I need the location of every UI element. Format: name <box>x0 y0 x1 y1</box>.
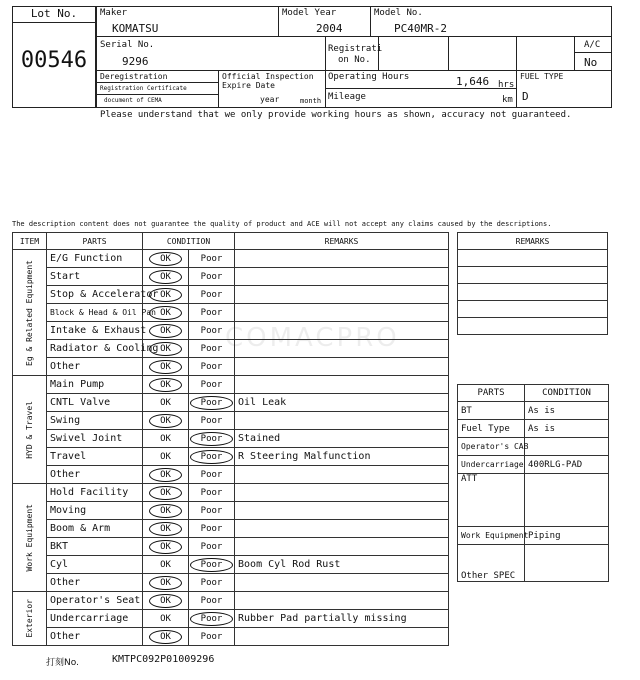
poor-mark: Poor <box>200 308 223 318</box>
registration-label-2: on No. <box>338 55 371 65</box>
item-group-cell <box>13 250 47 376</box>
ok-cell <box>143 340 189 358</box>
spec-row <box>458 474 609 527</box>
spec-part: BT <box>458 402 525 420</box>
dereg-sub1: Registration Certificate <box>100 85 187 92</box>
poor-cell <box>189 610 235 628</box>
side-remarks-row <box>458 284 608 301</box>
side-remarks-table <box>457 232 608 335</box>
ok-mark: OK <box>149 360 182 374</box>
table-row <box>13 394 449 412</box>
remark-cell <box>235 250 449 268</box>
model-year-label: Model Year <box>282 8 337 18</box>
poor-mark: Poor <box>200 578 223 588</box>
table-row <box>13 556 449 574</box>
part-name: Undercarriage <box>47 610 143 628</box>
remark-cell <box>235 484 449 502</box>
part-name: Other <box>47 466 143 484</box>
watermark: COMACPRO <box>225 323 400 353</box>
part-name: Hold Facility <box>47 484 143 502</box>
item-group-label: Exterior <box>25 599 34 638</box>
poor-mark: Poor <box>200 380 223 390</box>
poor-mark: Poor <box>200 362 223 372</box>
item-group-label: Work Equipment <box>25 503 34 572</box>
side-remarks-row <box>458 301 608 318</box>
ok-mark: OK <box>160 434 171 444</box>
poor-mark: Poor <box>200 344 223 354</box>
table-row <box>13 268 449 286</box>
table-row <box>13 610 449 628</box>
header-condition: CONDITION <box>143 233 235 250</box>
model-no-label: Model No. <box>374 8 423 18</box>
remark-cell: Boom Cyl Rod Rust <box>235 556 449 574</box>
poor-cell <box>189 268 235 286</box>
inspection-label-2: Expire Date <box>222 81 275 90</box>
poor-mark: Poor <box>200 416 223 426</box>
remark-cell <box>235 322 449 340</box>
ok-mark: OK <box>149 378 182 392</box>
remark-cell <box>235 574 449 592</box>
ok-mark: OK <box>149 504 182 518</box>
part-name: Operator's Seat <box>47 592 143 610</box>
part-name: Other <box>47 358 143 376</box>
poor-cell <box>189 304 235 322</box>
table-row <box>13 304 449 322</box>
spec-part: Other SPEC <box>458 545 525 582</box>
side-remarks-row <box>458 250 608 267</box>
ok-mark: OK <box>149 576 182 590</box>
remark-cell: Rubber Pad partially missing <box>235 610 449 628</box>
table-row <box>13 376 449 394</box>
poor-mark: Poor <box>200 632 223 642</box>
poor-cell <box>189 430 235 448</box>
poor-mark: Poor <box>200 272 223 282</box>
ok-cell <box>143 574 189 592</box>
parts-spec-table <box>457 384 609 582</box>
spec-value <box>525 474 609 527</box>
part-name: Boom & Arm <box>47 520 143 538</box>
table-row <box>13 322 449 340</box>
serial-value: 9296 <box>122 55 149 68</box>
part-name: Stop & Accelerator <box>47 286 143 304</box>
part-name: Other <box>47 574 143 592</box>
ok-cell <box>143 502 189 520</box>
part-name: Swing <box>47 412 143 430</box>
table-row <box>13 430 449 448</box>
registration-label-1: Registrati <box>328 44 383 54</box>
ok-cell <box>143 394 189 412</box>
poor-mark: Poor <box>190 450 234 464</box>
model-no-value: PC40MR-2 <box>394 22 447 35</box>
fuel-type-value: D <box>522 90 529 103</box>
ok-mark: OK <box>149 522 182 536</box>
hrs-unit: hrs <box>498 80 515 90</box>
header-item: ITEM <box>13 233 47 250</box>
ok-cell <box>143 448 189 466</box>
remark-cell: Oil Leak <box>235 394 449 412</box>
table-row <box>13 286 449 304</box>
item-group-cell <box>13 592 47 646</box>
part-name: CNTL Valve <box>47 394 143 412</box>
spec-value: As is <box>525 420 609 438</box>
spec-value: Piping <box>525 527 609 545</box>
poor-mark: Poor <box>190 612 234 626</box>
ok-cell <box>143 628 189 646</box>
poor-mark: Poor <box>200 254 223 264</box>
year-label: year <box>260 95 280 104</box>
table-row <box>13 484 449 502</box>
table-row <box>13 340 449 358</box>
ac-label: A/C <box>584 40 601 50</box>
part-name: Start <box>47 268 143 286</box>
spec-part: Work Equipment <box>458 527 525 545</box>
ok-cell <box>143 268 189 286</box>
poor-cell <box>189 394 235 412</box>
ok-cell <box>143 376 189 394</box>
table-row <box>13 250 449 268</box>
poor-cell <box>189 628 235 646</box>
spec-header-parts: PARTS <box>458 385 525 402</box>
ok-mark: OK <box>149 324 182 338</box>
condition-table <box>12 232 449 646</box>
op-hours-value: 1,646 <box>456 75 490 88</box>
part-name: Travel <box>47 448 143 466</box>
remark-cell: Stained <box>235 430 449 448</box>
poor-mark: Poor <box>190 396 234 410</box>
serial-label: Serial No. <box>100 40 155 50</box>
ok-cell <box>143 412 189 430</box>
table-row <box>13 466 449 484</box>
remark-cell <box>235 376 449 394</box>
mileage-label: Mileage <box>328 92 366 102</box>
poor-mark: Poor <box>200 596 223 606</box>
part-name: Block & Head & Oil Pan <box>47 304 143 322</box>
spec-value <box>525 438 609 456</box>
ok-cell <box>143 538 189 556</box>
spec-header-condition: CONDITION <box>525 385 609 402</box>
part-name: Radiator & Cooling <box>47 340 143 358</box>
remark-cell <box>235 304 449 322</box>
table-row <box>13 592 449 610</box>
poor-cell <box>189 358 235 376</box>
ac-value: No <box>584 56 598 69</box>
poor-cell <box>189 448 235 466</box>
ok-mark: OK <box>149 486 182 500</box>
item-group-label: HYD & Travel <box>25 400 34 459</box>
part-name: E/G Function <box>47 250 143 268</box>
remark-cell <box>235 520 449 538</box>
part-name: Cyl <box>47 556 143 574</box>
ok-mark: OK <box>149 594 182 608</box>
poor-mark: Poor <box>200 524 223 534</box>
poor-cell <box>189 322 235 340</box>
part-name: Main Pump <box>47 376 143 394</box>
table-row <box>13 574 449 592</box>
spec-part: ATT <box>458 474 525 527</box>
ok-mark: OK <box>149 288 182 302</box>
side-remarks-header: REMARKS <box>458 233 608 250</box>
table-row <box>13 628 449 646</box>
ok-cell <box>143 430 189 448</box>
poor-mark: Poor <box>200 488 223 498</box>
month-label: month <box>300 97 322 105</box>
ok-cell <box>143 250 189 268</box>
ok-mark: OK <box>160 560 171 570</box>
ok-mark: OK <box>149 540 182 554</box>
poor-cell <box>189 466 235 484</box>
remark-cell <box>235 286 449 304</box>
spec-value: 400RLG-PAD <box>525 456 609 474</box>
ok-cell <box>143 466 189 484</box>
poor-mark: Poor <box>190 432 234 446</box>
ok-cell <box>143 610 189 628</box>
poor-cell <box>189 412 235 430</box>
table-row <box>13 412 449 430</box>
ok-cell <box>143 286 189 304</box>
ok-mark: OK <box>149 468 182 482</box>
table-row <box>13 520 449 538</box>
poor-cell <box>189 250 235 268</box>
dereg-label: Deregistration <box>100 72 168 81</box>
spec-row <box>458 420 609 438</box>
item-group-label: Eg & Related Equipment <box>25 259 34 366</box>
spec-part: Operator's CAB <box>458 438 525 456</box>
part-name: BKT <box>47 538 143 556</box>
dereg-sub2: document of CEMA <box>104 97 162 104</box>
remark-cell <box>235 466 449 484</box>
item-group-cell <box>13 484 47 592</box>
remark-cell <box>235 340 449 358</box>
side-remarks-row <box>458 318 608 335</box>
ok-mark: OK <box>149 414 182 428</box>
ok-mark: OK <box>149 252 182 266</box>
part-name: Intake & Exhaust <box>47 322 143 340</box>
poor-mark: Poor <box>200 470 223 480</box>
maker-label: Maker <box>100 8 128 18</box>
ok-cell <box>143 592 189 610</box>
remark-cell <box>235 268 449 286</box>
ok-mark: OK <box>160 614 171 624</box>
spec-row <box>458 438 609 456</box>
ok-cell <box>143 484 189 502</box>
spec-part: Undercarriage <box>458 456 525 474</box>
header-parts: PARTS <box>47 233 143 250</box>
poor-cell <box>189 520 235 538</box>
km-unit: km <box>502 95 513 105</box>
poor-cell <box>189 286 235 304</box>
ok-mark: OK <box>149 630 182 644</box>
hours-note: Please understand that we only provide working hours as shown, accuracy not guaranteed. <box>100 110 572 120</box>
table-row <box>13 538 449 556</box>
poor-cell <box>189 340 235 358</box>
poor-mark: Poor <box>190 558 234 572</box>
table-row <box>13 502 449 520</box>
spec-row <box>458 545 609 582</box>
poor-cell <box>189 538 235 556</box>
poor-cell <box>189 484 235 502</box>
ok-cell <box>143 556 189 574</box>
remark-cell: R Steering Malfunction <box>235 448 449 466</box>
ok-mark: OK <box>149 270 182 284</box>
ok-mark: OK <box>160 452 171 462</box>
remark-cell <box>235 592 449 610</box>
poor-cell <box>189 556 235 574</box>
poor-cell <box>189 574 235 592</box>
spec-value <box>525 545 609 582</box>
table-row <box>13 358 449 376</box>
remark-cell <box>235 502 449 520</box>
side-remarks-row <box>458 267 608 284</box>
lot-number: 00546 <box>20 48 88 73</box>
disclaimer: The description content does not guarantee the quality of product and ACE will not accept any claims caused by the descriptions. <box>12 220 552 228</box>
poor-cell <box>189 376 235 394</box>
spec-part: Fuel Type <box>458 420 525 438</box>
ok-cell <box>143 520 189 538</box>
maker-value: KOMATSU <box>112 22 159 35</box>
remark-cell <box>235 358 449 376</box>
model-year-value: 2004 <box>316 22 343 35</box>
ok-mark: OK <box>149 342 182 356</box>
table-row <box>13 448 449 466</box>
remark-cell <box>235 412 449 430</box>
ok-mark: OK <box>149 306 182 320</box>
poor-cell <box>189 592 235 610</box>
spec-row <box>458 456 609 474</box>
ok-cell <box>143 322 189 340</box>
header-remarks: REMARKS <box>235 233 449 250</box>
spec-row <box>458 402 609 420</box>
item-group-cell <box>13 376 47 484</box>
lot-label: Lot No. <box>30 7 78 20</box>
remark-cell <box>235 538 449 556</box>
part-name: Other <box>47 628 143 646</box>
poor-mark: Poor <box>200 542 223 552</box>
stamp-number: KMTPC092P01009296 <box>112 654 215 665</box>
spec-value: As is <box>525 402 609 420</box>
poor-mark: Poor <box>200 326 223 336</box>
poor-mark: Poor <box>200 506 223 516</box>
part-name: Moving <box>47 502 143 520</box>
spec-row <box>458 527 609 545</box>
op-hours-label: Operating Hours <box>328 72 410 82</box>
part-name: Swivel Joint <box>47 430 143 448</box>
ok-cell <box>143 358 189 376</box>
fuel-type-label: FUEL TYPE <box>520 72 564 81</box>
stamp-label: 打刻No. <box>46 658 79 668</box>
poor-mark: Poor <box>200 290 223 300</box>
ok-cell <box>143 304 189 322</box>
ok-mark: OK <box>160 398 171 408</box>
poor-cell <box>189 502 235 520</box>
remark-cell <box>235 628 449 646</box>
inspection-label-1: Official Inspection <box>222 72 314 81</box>
